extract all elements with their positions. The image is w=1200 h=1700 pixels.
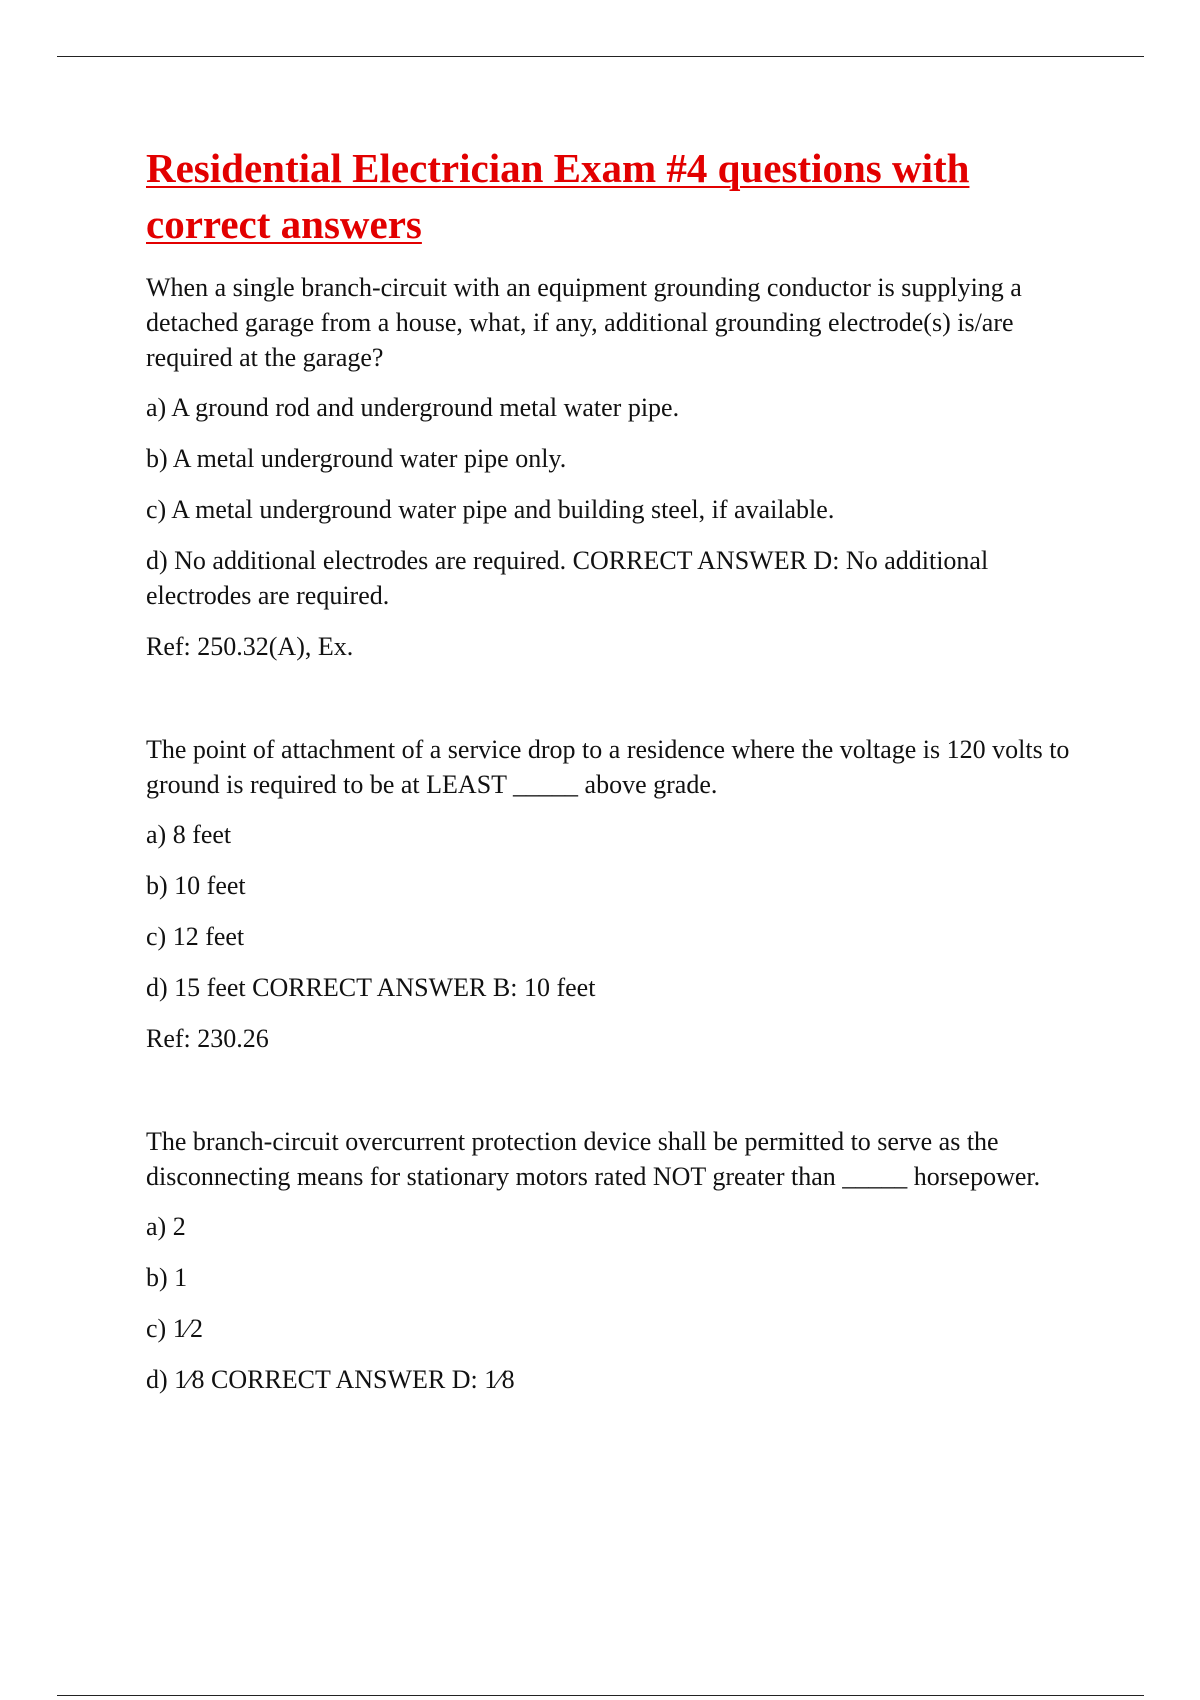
answer-option-d: d) No additional electrodes are required. CORRECT ANSWER D: No additional electrodes are required. [146, 546, 989, 610]
answer-option-d: d) 1⁄8 CORRECT ANSWER D: 1⁄8 [146, 1365, 515, 1394]
answer-option-c: c) A metal underground water pipe and building steel, if available. [146, 495, 835, 524]
answer-option-b: b) 10 feet [146, 871, 246, 900]
question-spacer [146, 1056, 1086, 1124]
answer-option-d: d) 15 feet CORRECT ANSWER B: 10 feet [146, 973, 596, 1002]
header-rule [57, 56, 1144, 57]
question-reference: Ref: 230.26 [146, 1024, 269, 1053]
question-2 [146, 732, 1086, 1056]
document-body [146, 140, 1086, 1413]
answer-option-a: a) 2 [146, 1212, 186, 1241]
answer-option-a: a) A ground rod and underground metal water pipe. [146, 393, 680, 422]
question-text: When a single branch-circuit with an equipment grounding conductor is supplying a detached garage from a house, what, if any, additional grounding electrode(s) is/are required at the garage? [146, 273, 1022, 372]
answer-option-c: c) 1⁄2 [146, 1314, 204, 1343]
question-1 [146, 270, 1086, 664]
answer-option-b: b) 1 [146, 1263, 188, 1292]
question-text: The branch-circuit overcurrent protection device shall be permitted to serve as the disconnecting means for stationary motors rated NOT greater than _____ horsepower. [146, 1127, 1041, 1191]
question-text: The point of attachment of a service drop to a residence where the voltage is 120 volts to ground is required to be at LEAST _____ above grade. [146, 735, 1070, 799]
question-3 [146, 1124, 1086, 1397]
document-title: Residential Electrician Exam #4 questions with correct answers [146, 145, 970, 247]
answer-option-c: c) 12 feet [146, 922, 245, 951]
question-spacer [146, 664, 1086, 732]
answer-option-b: b) A metal underground water pipe only. [146, 444, 567, 473]
footer-rule [57, 1695, 1144, 1696]
question-reference: Ref: 250.32(A), Ex. [146, 632, 354, 661]
answer-option-a: a) 8 feet [146, 820, 232, 849]
